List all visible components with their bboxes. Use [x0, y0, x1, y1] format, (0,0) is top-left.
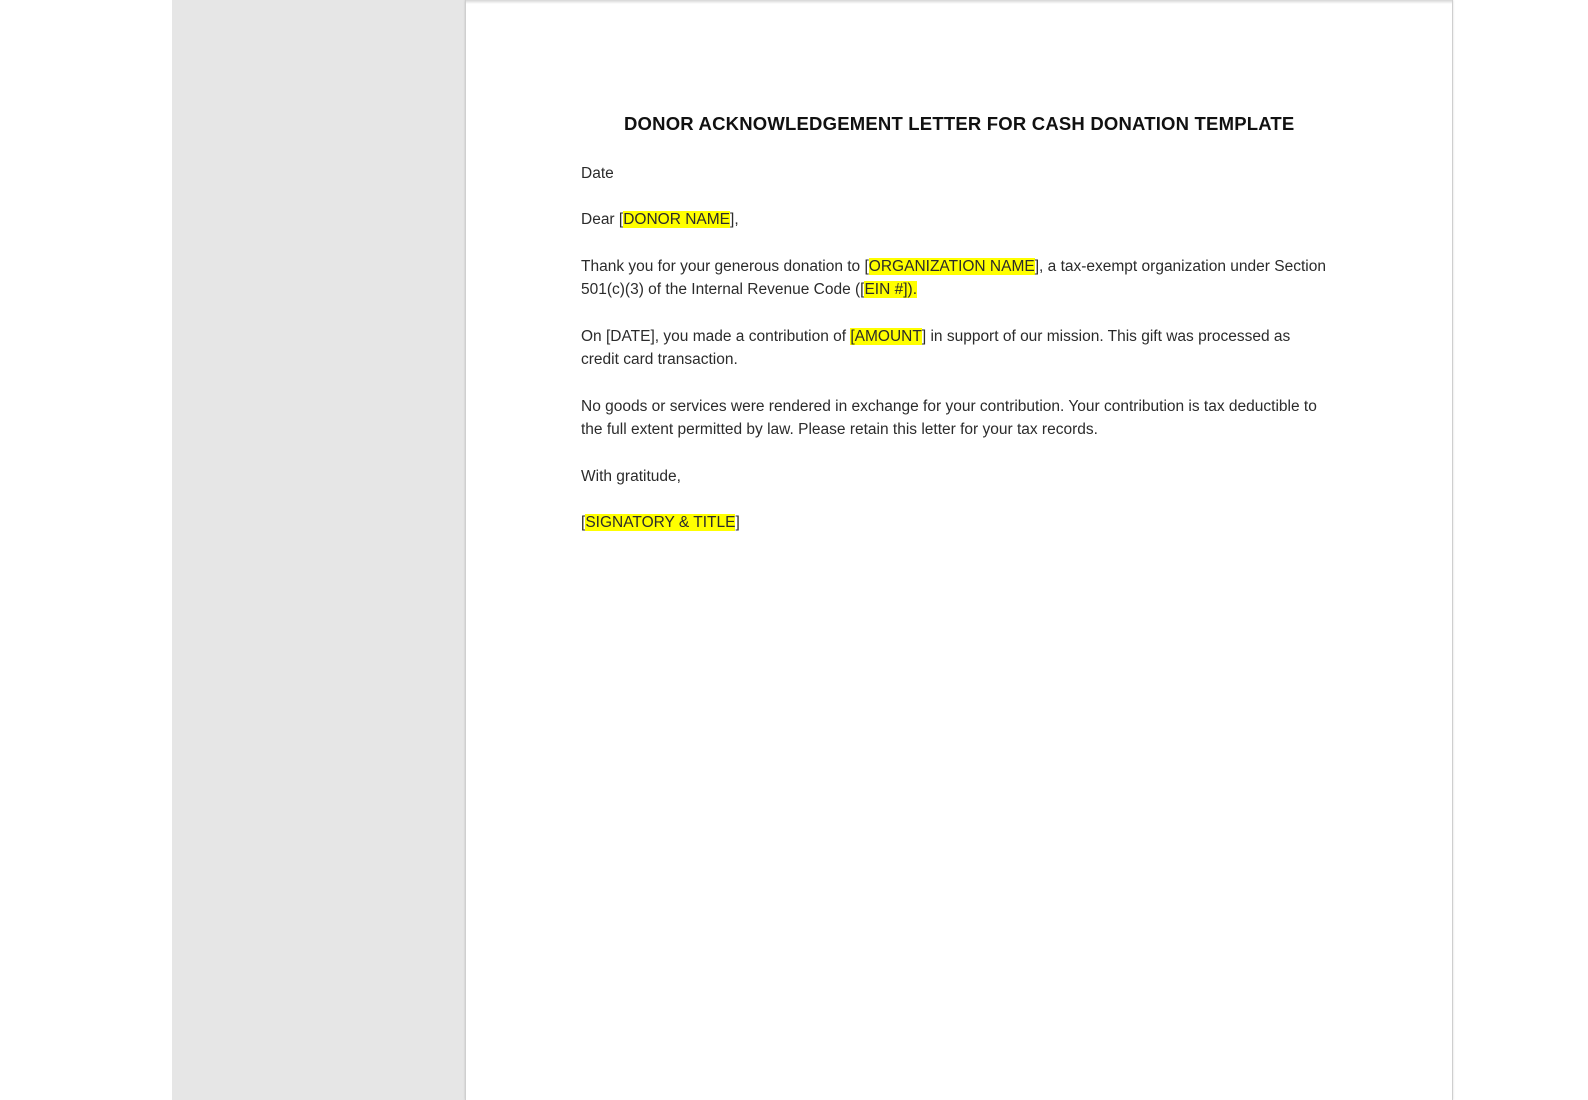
- date-line: Date: [581, 164, 614, 182]
- contribution-paragraph: [581, 325, 1326, 372]
- amount-placeholder: [AMOUNT: [850, 327, 922, 345]
- para1-text-b: ], a tax-exempt organization under Section 501(c)(3) of the Internal Revenue Code ([: [581, 257, 1326, 298]
- document-viewer: [172, 0, 1400, 1100]
- tax-statement-paragraph: No goods or services were rendered in exchange for your contribution. Your contribution is tax deductible to the full extent permitted by law. Please retain this letter for your tax records.: [581, 397, 1317, 438]
- signature-prefix: [: [581, 514, 586, 531]
- document-title: DONOR ACKNOWLEDGEMENT LETTER FOR CASH DONATION TEMPLATE: [624, 113, 1295, 134]
- closing-line: With gratitude,: [581, 467, 681, 485]
- organization-name-placeholder: ORGANIZATION NAME: [868, 257, 1035, 275]
- para2-text-a: On [DATE], you made a contribution of: [581, 327, 851, 345]
- ein-placeholder: EIN #]).: [864, 281, 918, 298]
- page-top-shadow: [466, 0, 1452, 4]
- greeting-suffix: ],: [730, 211, 739, 228]
- document-page: [465, 0, 1453, 1100]
- greeting-prefix: Dear [: [581, 211, 624, 228]
- letter-body: [581, 112, 1326, 558]
- signature-suffix: ]: [735, 514, 740, 531]
- para1-text-a: Thank you for your generous donation to [: [581, 257, 869, 275]
- greeting: [581, 208, 1326, 232]
- signature-line: [581, 511, 1326, 535]
- thank-you-paragraph: [581, 255, 1326, 302]
- para2-text-b: ] in support of our mission. This gift was processed as credit card transaction.: [581, 327, 1291, 368]
- donor-name-placeholder: DONOR NAME: [623, 211, 731, 228]
- signatory-placeholder: SIGNATORY & TITLE: [585, 514, 736, 531]
